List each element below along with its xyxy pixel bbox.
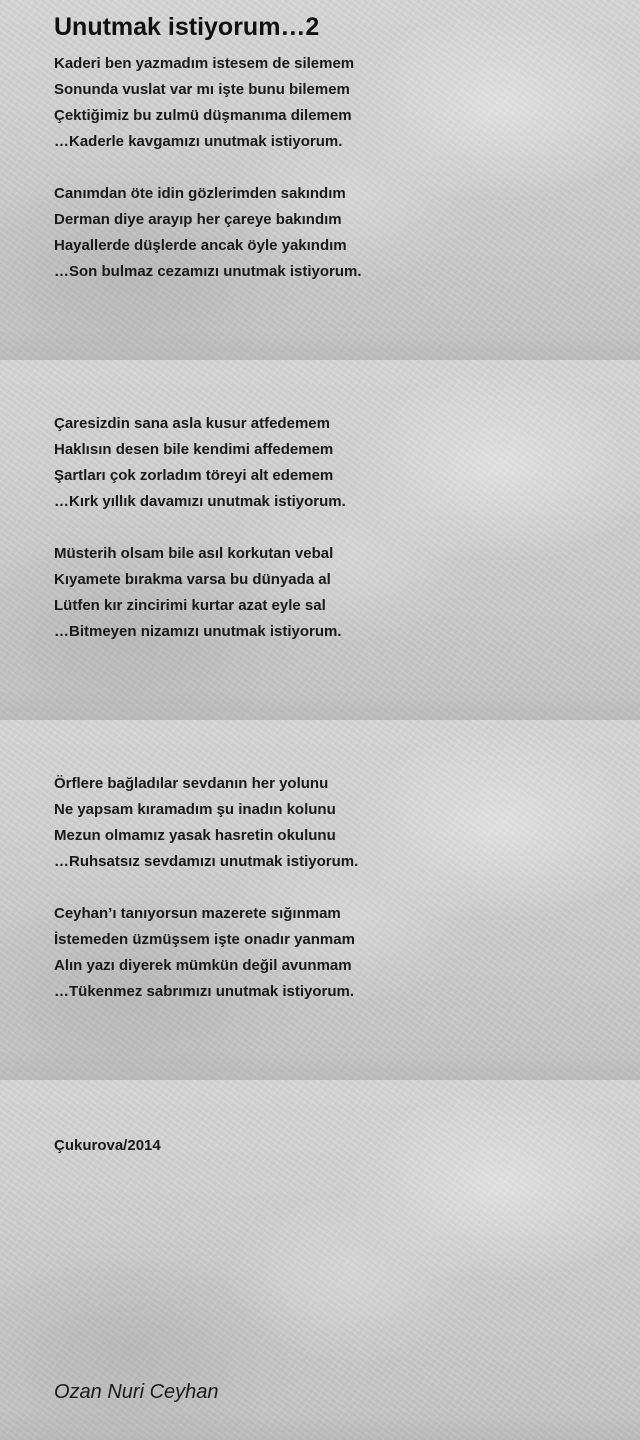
verse-line: Örflere bağladılar sevdanın her yolunu <box>54 775 329 792</box>
verse-line: Çaresizdin sana asla kusur atfedemem <box>54 415 330 432</box>
verse-line: …Tükenmez sabrımızı unutmak istiyorum. <box>54 983 355 1000</box>
verse-line: …Ruhsatsız sevdamızı unutmak istiyorum. <box>54 853 359 870</box>
verse-line: Şartları çok zorladım töreyi alt edemem <box>54 467 334 484</box>
verse-line: Kıyamete bırakma varsa bu dünyada al <box>54 571 331 588</box>
verse-line: Mezun olmamız yasak hasretin okulunu <box>54 827 336 844</box>
verse-line: …Bitmeyen nizamızı unutmak istiyorum. <box>54 623 342 640</box>
verse-line: Ceyhan’ı tanıyorsun mazerete sığınmam <box>54 905 341 922</box>
verse-line: Lütfen kır zincirimi kurtar azat eyle sal <box>54 597 326 614</box>
stanza-3 <box>54 411 346 515</box>
poem-title: Unutmak istiyorum…2 <box>54 13 320 41</box>
verse-line: Sonunda vuslat var mı işte bunu bilemem <box>54 81 350 98</box>
verse-line: …Son bulmaz cezamızı unutmak istiyorum. <box>54 263 362 280</box>
verse-line: Ne yapsam kıramadım şu inadın kolunu <box>54 801 336 818</box>
verse-line: …Kaderle kavgamızı unutmak istiyorum. <box>54 133 343 150</box>
verse-line: Alın yazı diyerek mümkün değil avunmam <box>54 957 352 974</box>
verse-line: …Kırk yıllık davamızı unutmak istiyorum. <box>54 493 346 510</box>
verse-line: Müsterih olsam bile asıl korkutan vebal <box>54 545 334 562</box>
poem-panel-1 <box>0 0 640 360</box>
stanza-4 <box>54 541 342 645</box>
stanza-5 <box>54 771 358 875</box>
poem-panel-3 <box>0 720 640 1080</box>
stanza-2 <box>54 181 362 285</box>
verse-line: Haklısın desen bile kendimi affedemem <box>54 441 334 458</box>
poem-panel-2 <box>0 360 640 720</box>
stanza-1 <box>54 51 354 155</box>
verse-line: Hayallerde düşlerde ancak öyle yakındım <box>54 237 347 254</box>
stanza-6 <box>54 901 355 1005</box>
verse-line: Kaderi ben yazmadım istesem de silemem <box>54 55 355 72</box>
author-signature: Ozan Nuri Ceyhan <box>54 1381 219 1403</box>
verse-line: Çektiğimiz bu zulmü düşmanıma dilemem <box>54 107 352 124</box>
verse-line: Canımdan öte idin gözlerimden sakındım <box>54 185 346 202</box>
verse-line: Derman diye arayıp her çareye bakındım <box>54 211 342 228</box>
verse-line: İstemeden üzmüşsem işte onadır yanmam <box>54 931 355 948</box>
place-date: Çukurova/2014 <box>54 1137 161 1154</box>
poem-panel-4 <box>0 1080 640 1440</box>
